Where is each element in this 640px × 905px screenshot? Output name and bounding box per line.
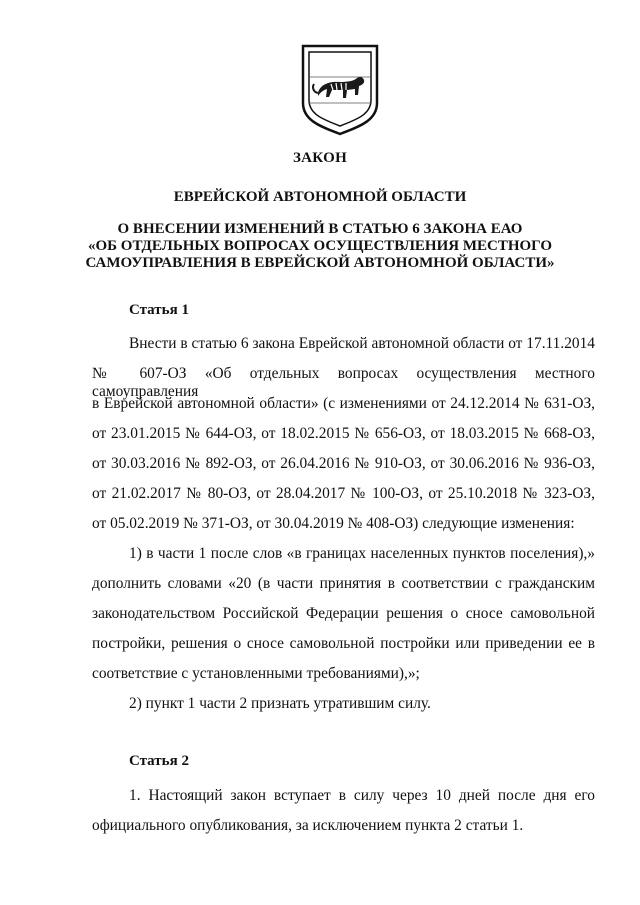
article-1-item-1-line: постройки, решения о сносе самовольной постройки или приведении ее в xyxy=(92,635,595,652)
article-1-text-line: от 05.02.2019 № 371-ОЗ, от 30.04.2019 № 408-ОЗ) следующие изменения: xyxy=(92,515,575,532)
document-subject xyxy=(60,221,580,272)
article-2-heading: Статья 2 xyxy=(129,753,189,769)
article-1-text-line: № 607-ОЗ «Об отдельных вопросах осуществления местного самоуправления xyxy=(92,365,595,400)
subject-line: «ОБ ОТДЕЛЬНЫХ ВОПРОСАХ ОСУЩЕСТВЛЕНИЯ МЕСТНОГО xyxy=(87,238,553,254)
article-1-text-line: от 21.02.2017 № 80-ОЗ, от 28.04.2017 № 100-ОЗ, от 25.10.2018 № 323-ОЗ, xyxy=(92,485,595,502)
article-1-text-line: от 23.01.2015 № 644-ОЗ, от 18.02.2015 № 656-ОЗ, от 18.03.2015 № 668-ОЗ, xyxy=(92,425,595,442)
article-1-text-line: от 30.03.2016 № 892-ОЗ, от 26.04.2016 № 910-ОЗ, от 30.06.2016 № 936-ОЗ, xyxy=(92,455,595,472)
article-1-item-2: 2) пункт 1 части 2 признать утратившим силу. xyxy=(129,695,431,712)
article-1-heading: Статья 1 xyxy=(129,302,189,318)
article-2-text-line: официального опубликования, за исключением пункта 2 статьи 1. xyxy=(92,817,524,834)
article-1-text-line: в Еврейской автономной области» (с изменениями от 24.12.2014 № 631-ОЗ, xyxy=(92,395,595,412)
article-1-item-1-line: дополнить словами «20 (в части принятия в соответствии с гражданским xyxy=(92,575,595,592)
document-title: ЗАКОН xyxy=(292,150,348,166)
article-1-item-1-line: соответствие с установленными требованиями),»; xyxy=(92,665,420,682)
article-1-item-1-line: 1) в части 1 после слов «в границах населенных пунктов поселения),» xyxy=(129,545,595,562)
subject-line: САМОУПРАВЛЕНИЯ В ЕВРЕЙСКОЙ АВТОНОМНОЙ ОБЛАСТИ» xyxy=(85,255,555,271)
subject-line: О ВНЕСЕНИИ ИЗМЕНЕНИЙ В СТАТЬЮ 6 ЗАКОНА ЕАО xyxy=(117,221,523,237)
emblem-tiger-coat-of-arms xyxy=(300,43,380,136)
article-1-text-line: Внести в статью 6 закона Еврейской автономной области от 17.11.2014 xyxy=(129,335,595,352)
article-1-item-1-line: законодательством Российской Федерации решения о сносе самовольной xyxy=(92,605,595,622)
document-region: ЕВРЕЙСКОЙ АВТОНОМНОЙ ОБЛАСТИ xyxy=(173,189,467,205)
article-2-text-line: 1. Настоящий закон вступает в силу через 10 дней после дня его xyxy=(129,787,595,804)
